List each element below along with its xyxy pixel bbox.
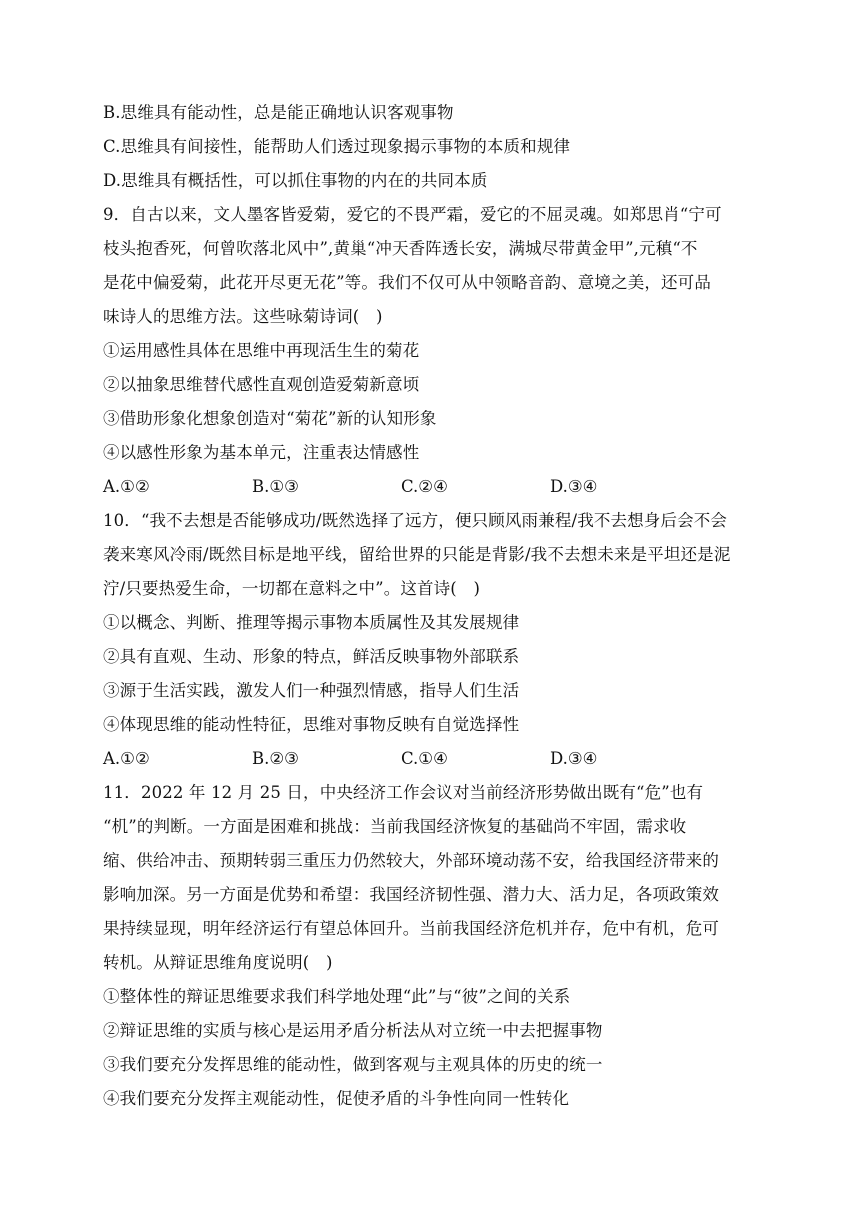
choice-b: B.①③	[252, 477, 299, 496]
statement-2: ②以抽象思维替代感性直观创造爱菊新意顷	[103, 375, 420, 394]
choice-d: D.③④	[550, 749, 598, 768]
question-stem-line: 果持续显现，明年经济运行有望总体回升。当前我国经济危机并存，危中有机，危可	[103, 919, 720, 938]
question-stem-line: 是花中偏爱菊，此花开尽更无花”等。我们不仅可从中领略音韵、意境之美，还可品	[103, 273, 711, 292]
question-stem-line: 泞/只要热爱生命，一切都在意料之中”。这首诗( )	[103, 579, 481, 598]
question-stem-line: 袭来寒风冷雨/既然目标是地平线，留给世界的只能是背影/我不去想未来是平坦还是泥	[103, 545, 731, 564]
question-stem-line: “机”的判断。一方面是困难和挑战：当前我国经济恢复的基础尚不牢固，需求收	[103, 817, 687, 836]
document-page	[103, 96, 763, 1116]
choice-c: C.②④	[401, 477, 448, 496]
question-10	[103, 504, 763, 776]
question-stem-line: 10．“我不去想是否能够成功/既然选择了远方，便只顾风雨兼程/我不去想身后会不会	[103, 511, 728, 530]
choice-a: A.①②	[103, 749, 150, 768]
statement-2: ②辩证思维的实质与核心是运用矛盾分析法从对立统一中去把握事物	[103, 1021, 603, 1040]
option-d: D.思维具有概括性，可以抓住事物的内在的共同本质	[103, 171, 488, 190]
question-stem-line: 11．2022 年 12 月 25 日，中央经济工作会议对当前经济形势做出既有“危”也有	[103, 783, 704, 802]
question-9	[103, 198, 763, 504]
statement-3: ③源于生活实践，激发人们一种强烈情感，指导人们生活	[103, 681, 520, 700]
question-8-options	[103, 96, 763, 198]
statement-1: ①整体性的辩证思维要求我们科学地处理“此”与“彼”之间的关系	[103, 987, 571, 1006]
choice-c: C.①④	[401, 749, 448, 768]
question-stem-line: 9．自古以来，文人墨客皆爱菊，爱它的不畏严霜，爱它的不屈灵魂。如郑思肖“宁可	[103, 205, 722, 224]
answer-choices	[103, 470, 763, 504]
statement-4: ④我们要充分发挥主观能动性，促使矛盾的斗争性向同一性转化	[103, 1089, 570, 1108]
choice-b: B.②③	[252, 749, 299, 768]
statement-4: ④体现思维的能动性特征，思维对事物反映有自觉选择性	[103, 715, 520, 734]
option-b: B.思维具有能动性，总是能正确地认识客观事物	[103, 103, 454, 122]
statement-1: ①以概念、判断、推理等揭示事物本质属性及其发展规律	[103, 613, 520, 632]
statement-2: ②具有直观、生动、形象的特点，鲜活反映事物外部联系	[103, 647, 520, 666]
question-stem-line: 影响加深。另一方面是优势和希望：我国经济韧性强、潜力大、活力足，各项政策效	[103, 885, 720, 904]
statement-3: ③我们要充分发挥思维的能动性，做到客观与主观具体的历史的统一	[103, 1055, 603, 1074]
question-stem-line: 枝头抱香死，何曾吹落北风中”,黄巢“冲天香阵透长安，满城尽带黄金甲”,元稹“不	[103, 239, 698, 258]
answer-choices	[103, 742, 763, 776]
choice-a: A.①②	[103, 477, 150, 496]
question-stem-line: 转机。从辩证思维角度说明( )	[103, 953, 333, 972]
statement-4: ④以感性形象为基本单元，注重表达情感性	[103, 443, 420, 462]
statement-3: ③借助形象化想象创造对“菊花”新的认知形象	[103, 409, 437, 428]
statement-1: ①运用感性具体在思维中再现活生生的菊花	[103, 341, 420, 360]
choice-d: D.③④	[550, 477, 598, 496]
question-11	[103, 776, 763, 1116]
question-stem-line: 味诗人的思维方法。这些咏菊诗词( )	[103, 307, 383, 326]
question-stem-line: 缩、供给冲击、预期转弱三重压力仍然较大，外部环境动荡不安，给我国经济带来的	[103, 851, 720, 870]
option-c: C.思维具有间接性，能帮助人们透过现象揭示事物的本质和规律	[103, 137, 571, 156]
